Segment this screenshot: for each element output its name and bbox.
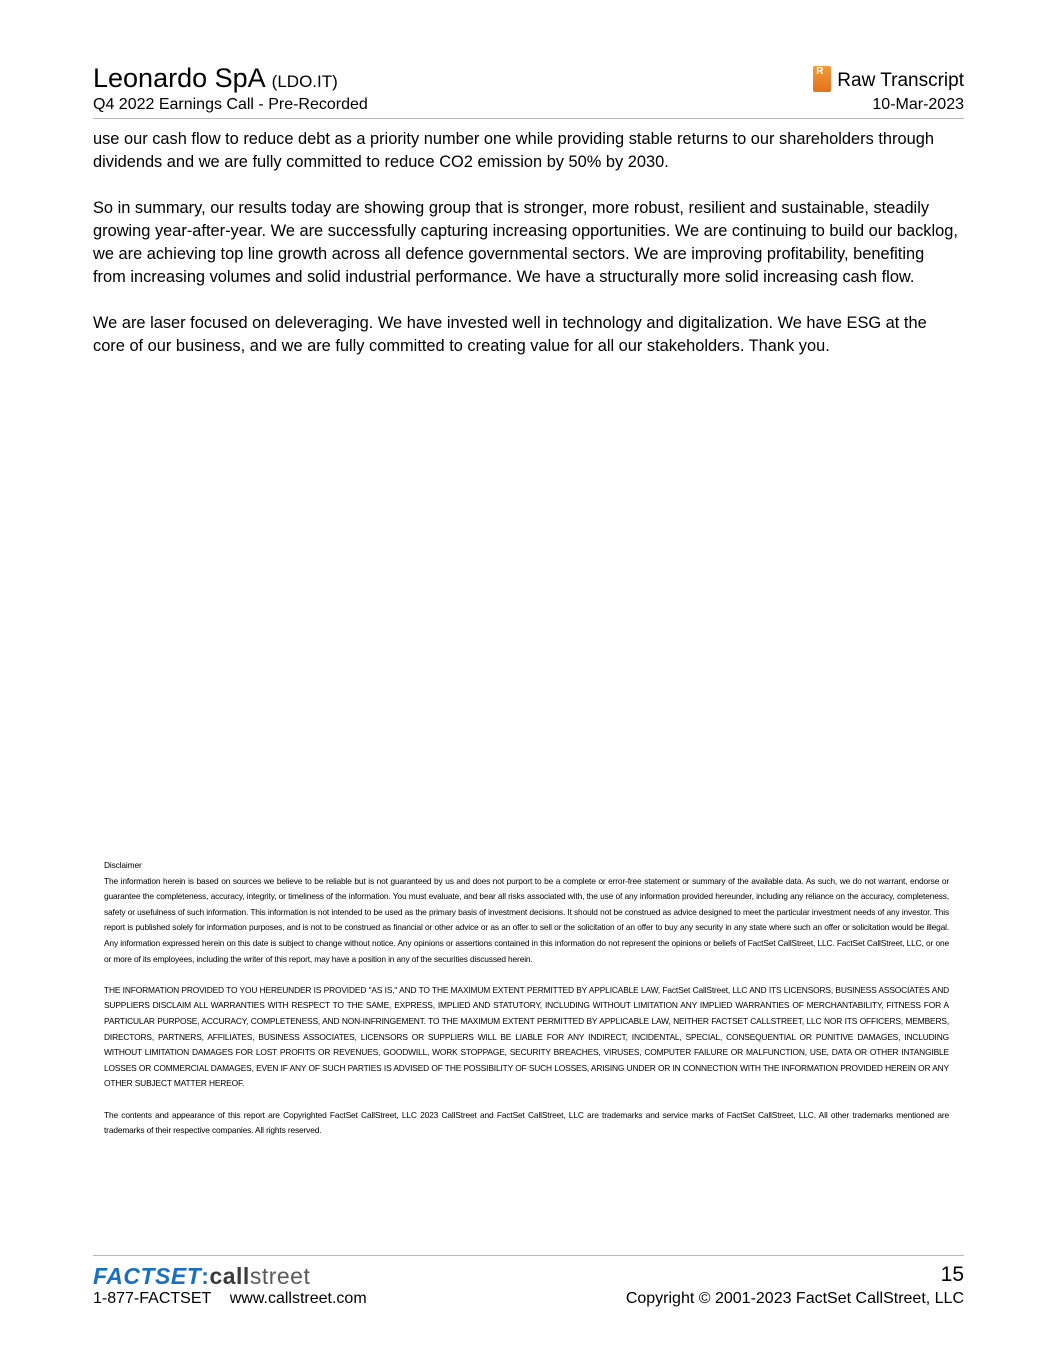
footer-divider [93,1255,964,1256]
phone-number: 1-877-FACTSET [93,1290,212,1307]
copyright-notice: Copyright © 2001-2023 FactSet CallStreet, LLC [625,1290,964,1307]
disclaimer-title: Disclaimer [104,860,142,870]
footer-contact [93,1289,381,1309]
logo-street-text: street [249,1263,311,1289]
website-link[interactable]: www.callstreet.com [229,1290,367,1307]
disclaimer-paragraph: The information herein is based on sources we believe to be reliable but is not guaranteed by us and does not purport to be a complete or error-free statement or summary of the available data. As such, we do not warrant, endorse or guarantee the completeness, accuracy, integrity, or timeliness of the information. You must evaluate, and bear all risks associated with, the use of any information provided hereunder, including any reliance on the accuracy, completeness, safety or usefulness of such information. This information is not intended to be used as the primary basis of investment decisions. It should not be construed as advice designed to meet the particular investment needs of any investor. This report is published solely for information purposes, and is not to be construed as financial or other advice or as an offer to sell or the solicitation of an offer to buy any security in any state where such an offer or solicitation would be illegal. Any information expressed herein on this date is subject to change without notice. Any opinions or assertions contained in this information do not represent the opinions or beliefs of FactSet CallStreet, LLC. FactSet CallStreet, LLC, or one or more of its employees, including the writer of this report, may have a position in any of the securities discussed herein. [104,875,949,964]
company-title [93,62,338,98]
page-header [93,62,964,119]
logo-colon: : [201,1263,210,1289]
company-name: Leonardo SpA [93,63,265,93]
transcript-paragraph: use our cash flow to reduce debt as a priority number one while providing stable returns to our shareholders through dividends and we are fully committed to reduce CO2 emission by 50% by 2030. [93,130,934,171]
transcript-body [93,128,959,381]
page-number: 15 [940,1263,964,1286]
document-type-label: Raw Transcript [837,70,964,91]
disclaimer-section [104,858,949,1154]
disclaimer-copyright-paragraph: The contents and appearance of this report are Copyrighted FactSet CallStreet, LLC 2023 CallStreet and FactSet CallStreet, LLC are trademarks and service marks of FactSet CallStreet, LLC. All other trademarks mentioned are trademarks of their respective companies. All rights reserved. [104,1109,949,1136]
logo-call-text: call [209,1263,250,1289]
event-date: 10-Mar-2023 [872,96,964,113]
logo-factset-text: FACTSET [93,1263,202,1289]
transcript-paragraph: We are laser focused on deleveraging. We have invested well in technology and digitalization. We have ESG at the core of our business, and we are fully committed to creating value for all our stakeholders. Thank you. [93,314,927,355]
transcript-paragraph: So in summary, our results today are showing group that is stronger, more robust, resilient and sustainable, steadily growing year-after-year. We are successfully capturing increasing opportunities. We are continuing to build our backlog, we are achieving top line growth across all defence governmental sectors. We are improving profitability, benefiting from increasing volumes and solid industrial performance. We have a structurally more solid increasing cash flow. [93,199,958,286]
document-type [813,66,964,92]
raw-transcript-icon: R [813,66,831,92]
event-title: Q4 2022 Earnings Call - Pre-Recorded [93,96,368,113]
factset-callstreet-logo [93,1262,310,1290]
ticker-symbol: (LDO.IT) [271,72,338,91]
disclaimer-legal-paragraph: THE INFORMATION PROVIDED TO YOU HEREUNDER IS PROVIDED "AS IS," AND TO THE MAXIMUM EXTENT PERMITTED BY APPLICABLE LAW, FactSet CallStreet, LLC AND ITS LICENSORS, BUSINESS ASSOCIATES AND SUPPLIERS DISCLAIM ALL WARRANTIES WITH RESPECT TO THE SAME, EXPRESS, IMPLIED AND STATUTORY, INCLUDING WITHOUT LIMITATION ANY IMPLIED WARRANTIES OF MERCHANTABILITY, FITNESS FOR A PARTICULAR PURPOSE, ACCURACY, COMPLETENESS, AND NON-INFRINGEMENT. TO THE MAXIMUM EXTENT PERMITTED BY APPLICABLE LAW, NEITHER FACTSET CALLSTREET, LLC NOR ITS OFFICERS, MEMBERS, DIRECTORS, PARTNERS, AFFILIATES, BUSINESS ASSOCIATES, LICENSORS OR SUPPLIERS WILL BE LIABLE FOR ANY INDIRECT, INCIDENTAL, SPECIAL, CONSEQUENTIAL OR PUNITIVE DAMAGES, INCLUDING WITHOUT LIMITATION DAMAGES FOR LOST PROFITS OR REVENUES, GOODWILL, WORK STOPPAGE, SECURITY BREACHES, VIRUSES, COMPUTER FAILURE OR MALFUNCTION, USE, DATA OR OTHER INTANGIBLE LOSSES OR COMMERCIAL DAMAGES, EVEN IF ANY OF SUCH PARTIES IS ADVISED OF THE POSSIBILITY OF SUCH LOSSES, ARISING UNDER OR IN CONNECTION WITH THE INFORMATION PROVIDED HEREIN OR ANY OTHER SUBJECT MATTER HEREOF. [104,984,949,1089]
